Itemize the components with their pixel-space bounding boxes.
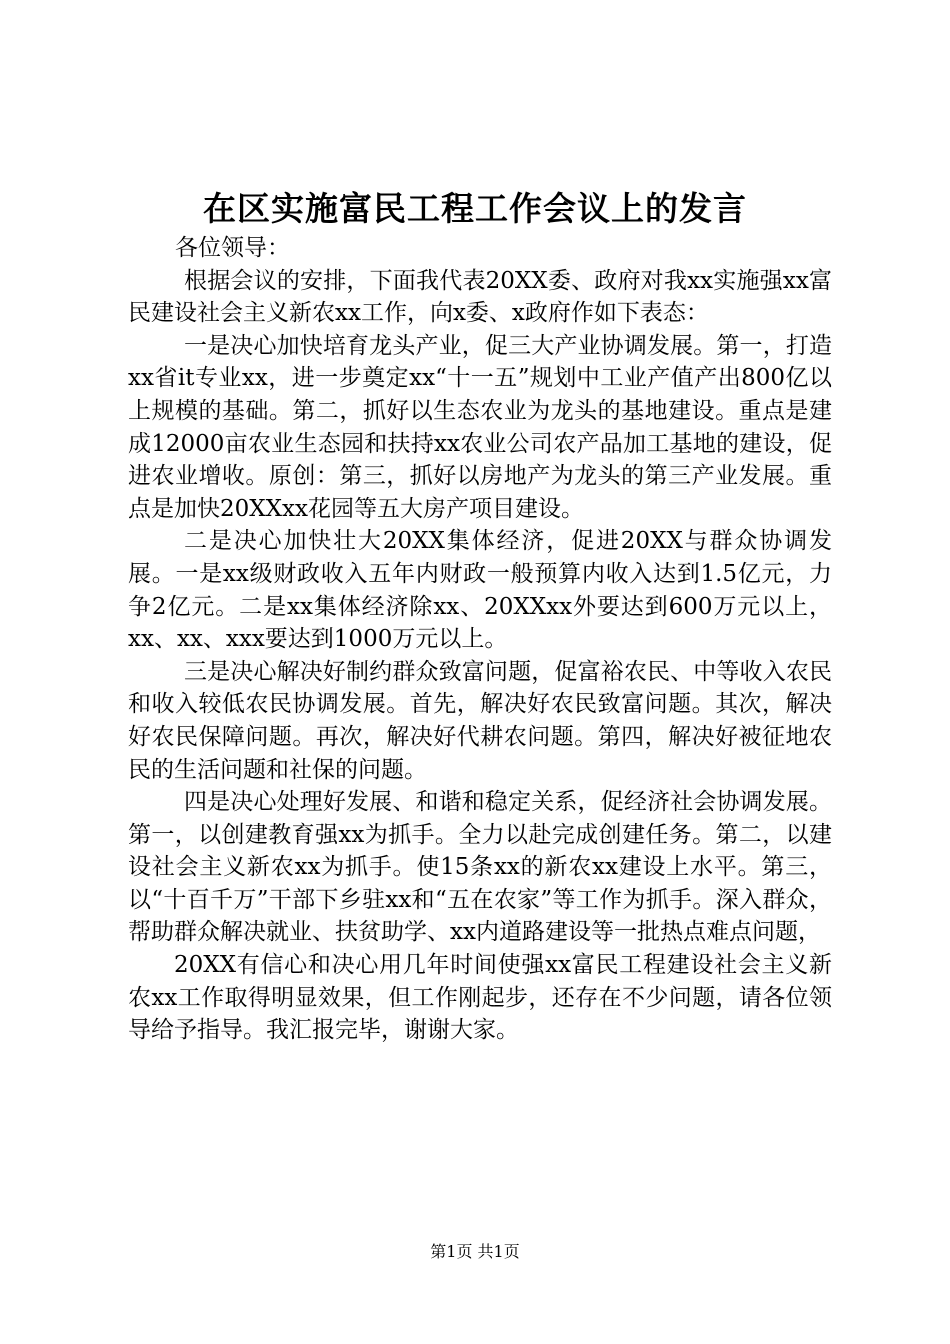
paragraph-point-two: 二是决心加快壮大20XX集体经济，促进20XX与群众协调发展。一是xx级财政收入五年内财政一般预算内收入达到1.5亿元，力争2亿元。二是xx集体经济除xx、20XXxx外要达到600万元以上，xx、xx、xxx要达到1000万元以上。 (128, 528, 832, 653)
document-title: 在区实施富民工程工作会议上的发言 (203, 189, 747, 228)
page-number-footer: 第1页 共1页 (430, 1242, 520, 1261)
paragraph-point-three: 三是决心解决好制约群众致富问题，促富裕农民、中等收入农民和收入较低农民协调发展。首先，解决好农民致富问题。其次，解决好农民保障问题。再次，解决好代耕农问题。第四，解决好被征地农民的生活问题和社保的问题。 (128, 658, 832, 783)
paragraph-closing: 20XX有信心和决心用几年时间使强xx富民工程建设社会主义新农xx工作取得明显效果，但工作刚起步，还存在不少问题，请各位领导给予指导。我汇报完毕，谢谢大家。 (128, 952, 832, 1044)
paragraph-intro: 根据会议的安排，下面我代表20XX委、政府对我xx实施强xx富民建设社会主义新农xx工作，向x委、x政府作如下表态： (128, 267, 832, 327)
paragraph-point-one: 一是决心加快培育龙头产业，促三大产业协调发展。第一，打造xx省it专业xx，进一步奠定xx“十一五”规划中工业产值产出800亿以上规模的基础。第二，抓好以生态农业为龙头的基地建设。重点是建成12000亩农业生态园和扶持xx农业公司农产品加工基地的建设，促进农业增收。原创：第三，抓好以房地产为龙头的第三产业发展。重点是加快20XXxx花园等五大房产项目建设。 (128, 332, 832, 522)
document-body (128, 232, 832, 1047)
salutation: 各位领导： (175, 235, 290, 261)
paragraph-point-four: 四是决心处理好发展、和谐和稳定关系，促经济社会协调发展。第一，以创建教育强xx为抓手。全力以赴完成创建任务。第二，以建设社会主义新农xx为抓手。使15条xx的新农xx建设上水平。第三，以“十百千万”干部下乡驻xx和“五在农家”等工作为抓手。深入群众，帮助群众解决就业、扶贫助学、xx内道路建设等一批热点难点问题， (128, 789, 832, 946)
